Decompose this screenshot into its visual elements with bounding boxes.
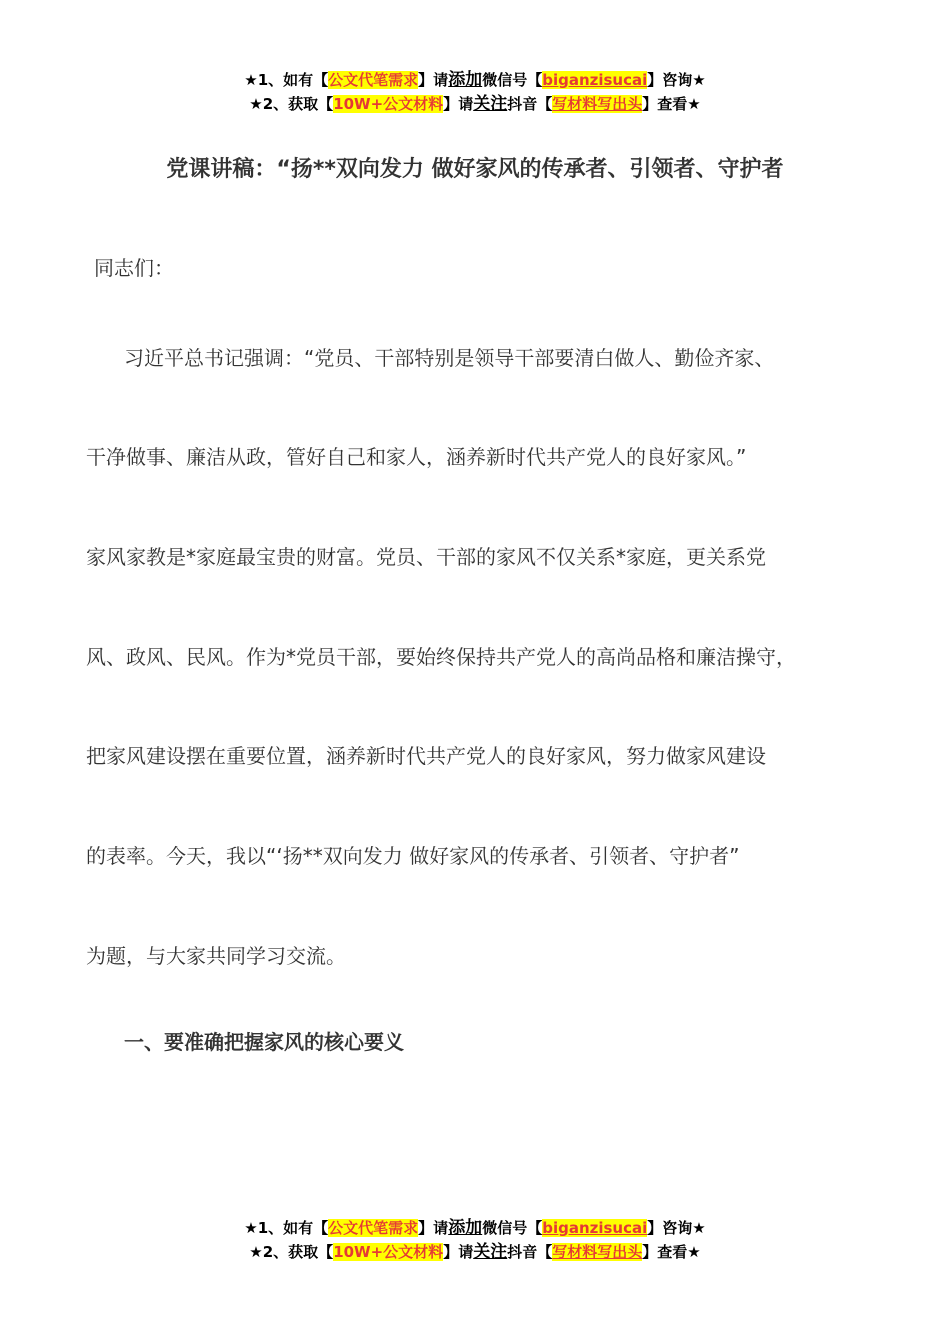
promo-text: 抖音【: [507, 95, 553, 113]
promo-emphasis: 关注: [473, 1242, 508, 1262]
promo-text: 】请: [418, 71, 449, 89]
body-line: 的表率。今天，我以“‘扬**双向发力 做好家风的传承者、引领者、守护者”: [86, 844, 740, 868]
wechat-id: biganzisucai: [542, 71, 648, 89]
promo-text: 】查看★: [642, 95, 701, 113]
promo-text: 】咨询★: [647, 1219, 706, 1237]
promo-line-1: [0, 1216, 950, 1240]
promo-line-1: [0, 68, 950, 92]
promo-text: ★1、如有【: [244, 1219, 329, 1237]
promo-text: ★2、获取【: [249, 1243, 334, 1261]
promo-emphasis: 添加: [448, 70, 483, 90]
body-line: 为题，与大家共同学习交流。: [86, 944, 346, 968]
header-promo: [0, 68, 950, 116]
promo-emphasis: 添加: [448, 1218, 483, 1238]
promo-text: 】查看★: [642, 1243, 701, 1261]
promo-text: ★2、获取【: [249, 95, 334, 113]
promo-text: 微信号【: [482, 71, 543, 89]
body-line: 习近平总书记强调：“党员、干部特别是领导干部要清白做人、勤俭齐家、: [124, 346, 775, 370]
promo-text: ★1、如有【: [244, 71, 329, 89]
promo-highlight: 10W+公文材料: [333, 1243, 444, 1261]
douyin-id: 写材料写出头: [552, 95, 643, 113]
promo-line-2: [0, 1240, 950, 1264]
section-heading: 一、要准确把握家风的核心要义: [124, 1030, 404, 1054]
promo-line-2: [0, 92, 950, 116]
greeting: 同志们：: [94, 256, 174, 280]
body-line: 风、政风、民风。作为*党员干部，要始终保持共产党人的高尚品格和廉洁操守，: [86, 645, 796, 669]
promo-text: 抖音【: [507, 1243, 553, 1261]
promo-highlight: 10W+公文材料: [333, 95, 444, 113]
promo-highlight: 公文代笔需求: [328, 71, 419, 89]
wechat-id: biganzisucai: [542, 1219, 648, 1237]
promo-text: 】请: [443, 95, 474, 113]
promo-text: 微信号【: [482, 1219, 543, 1237]
footer-promo: [0, 1216, 950, 1264]
body-line: 把家风建设摆在重要位置，涵养新时代共产党人的良好家风，努力做家风建设: [86, 744, 766, 768]
body-line: 家风家教是*家庭最宝贵的财富。党员、干部的家风不仅关系*家庭，更关系党: [86, 545, 766, 569]
promo-emphasis: 关注: [473, 94, 508, 114]
document-title: 党课讲稿：“扬**双向发力 做好家风的传承者、引领者、守护者: [166, 157, 784, 182]
promo-text: 】咨询★: [647, 71, 706, 89]
promo-text: 】请: [418, 1219, 449, 1237]
promo-highlight: 公文代笔需求: [328, 1219, 419, 1237]
douyin-id: 写材料写出头: [552, 1243, 643, 1261]
promo-text: 】请: [443, 1243, 474, 1261]
body-line: 干净做事、廉洁从政，管好自己和家人，涵养新时代共产党人的良好家风。”: [86, 445, 747, 469]
